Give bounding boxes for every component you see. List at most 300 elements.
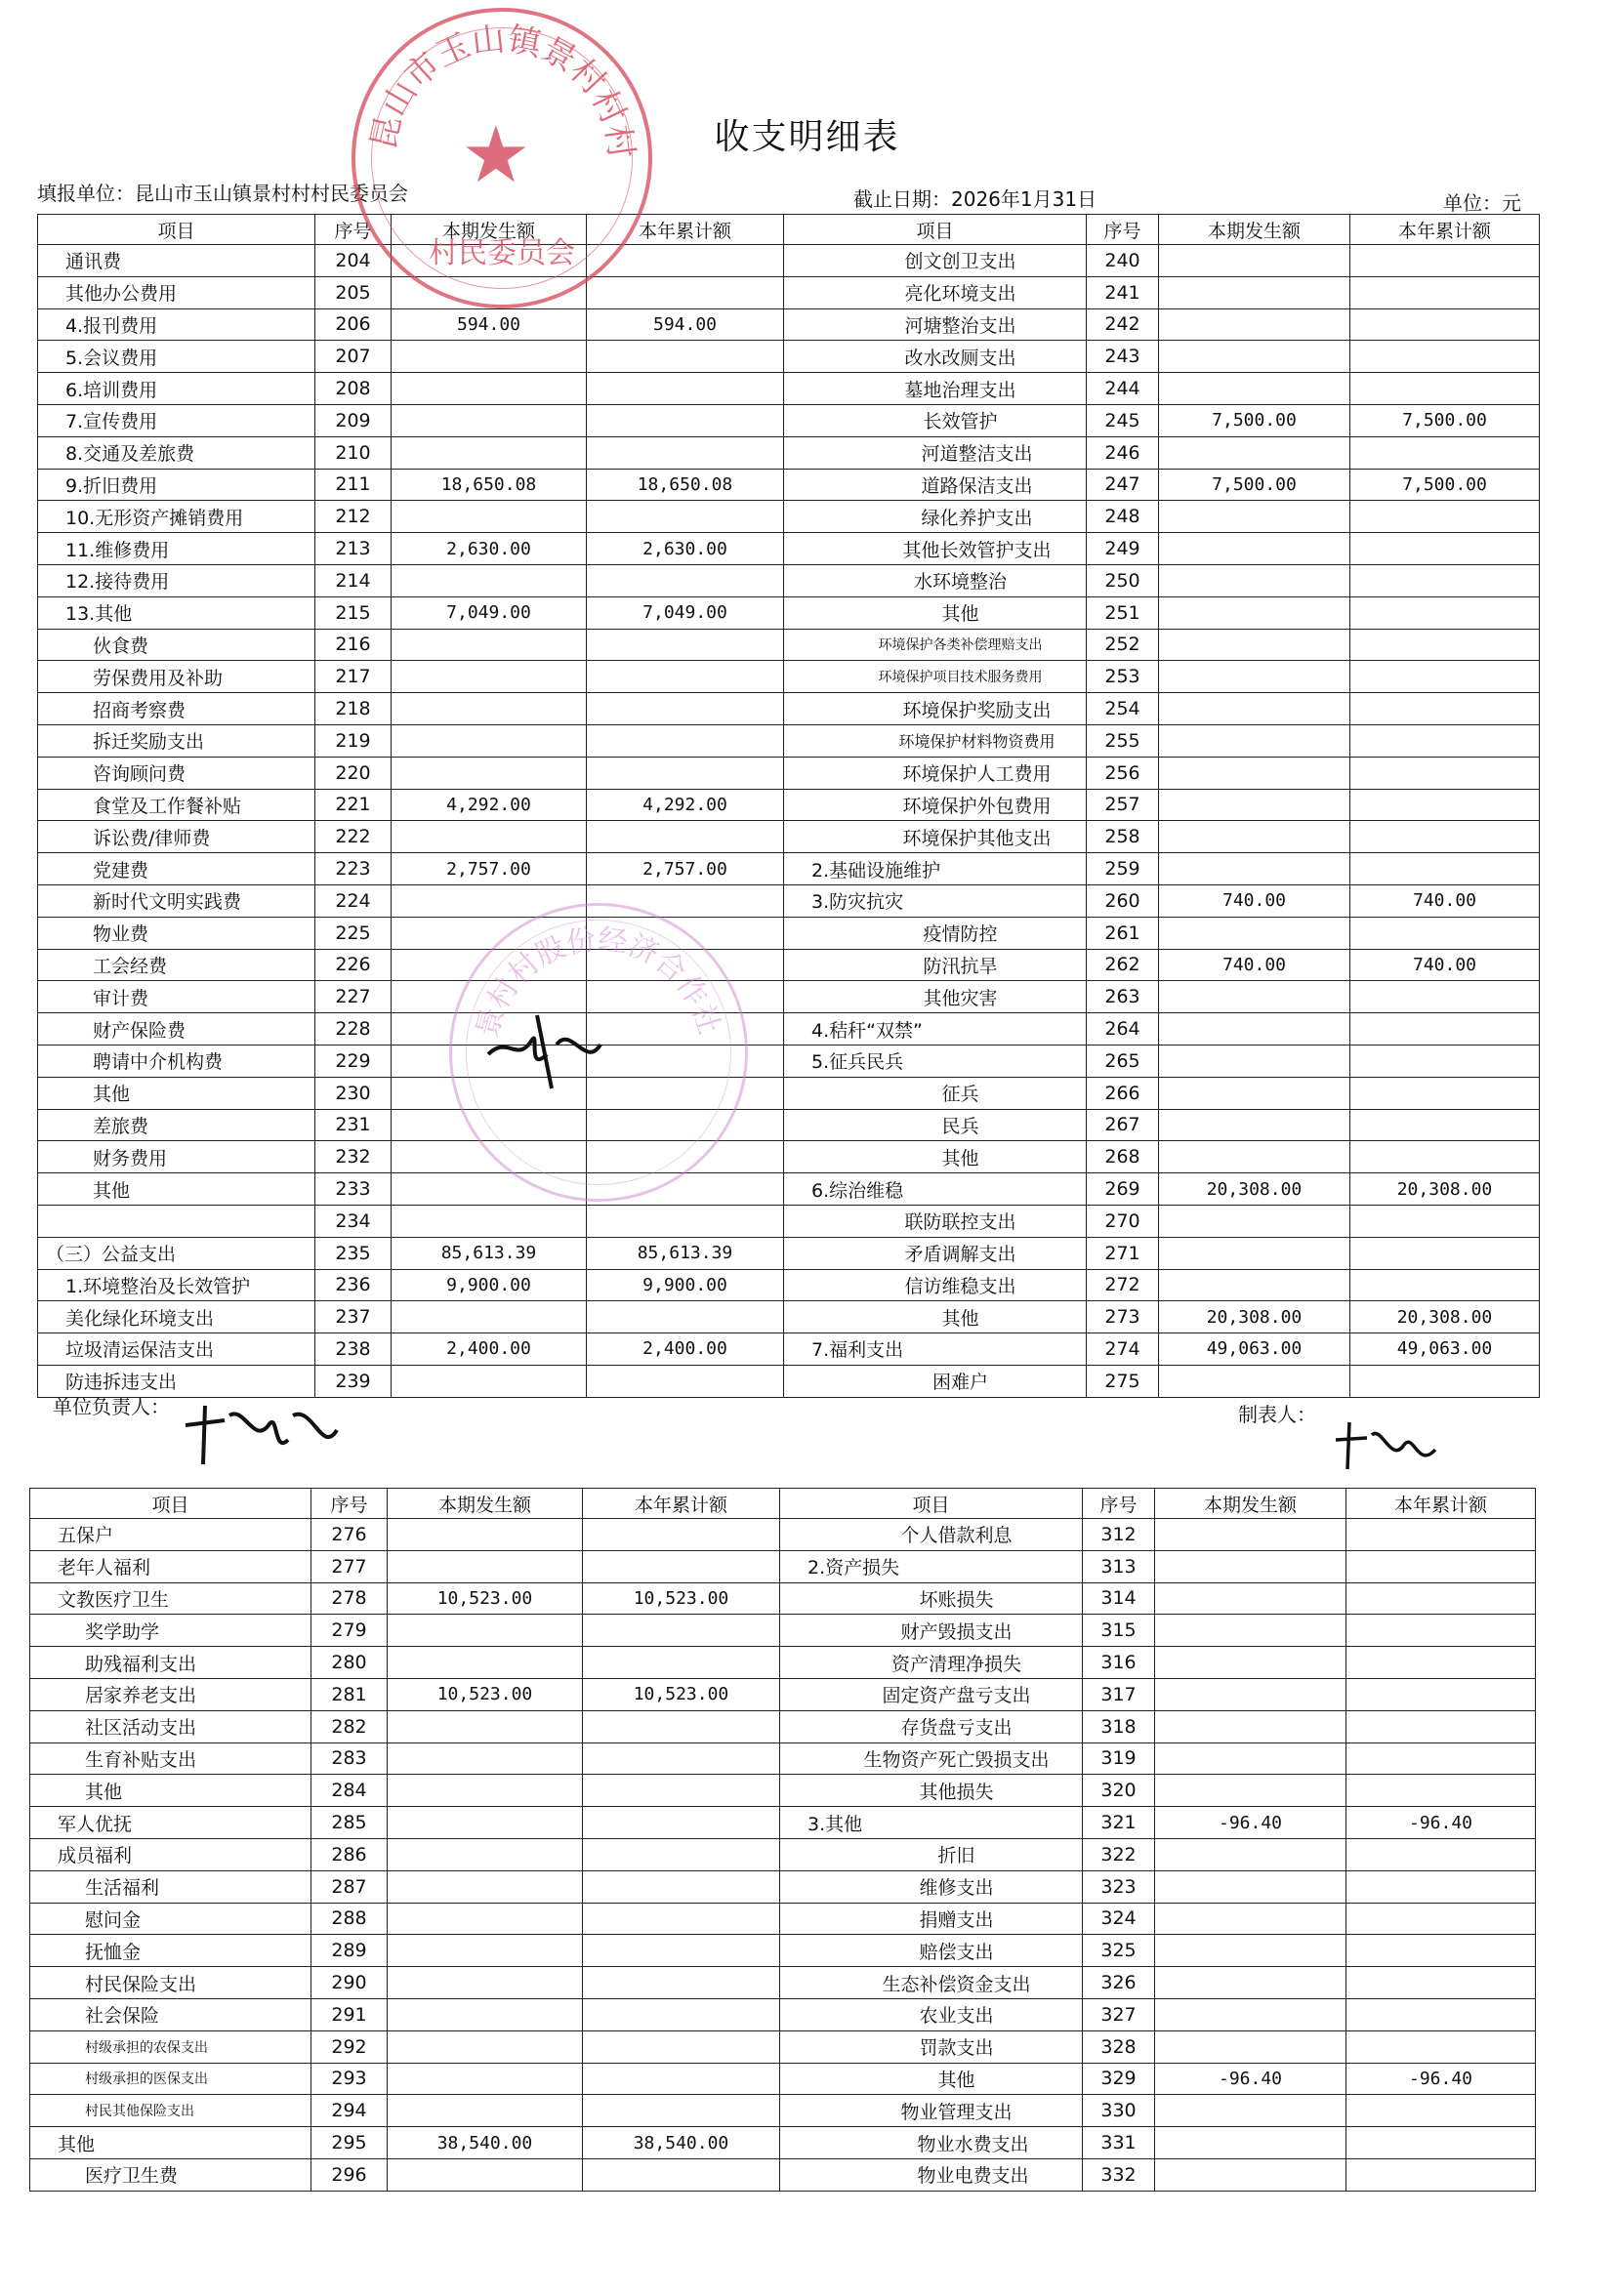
current-period-amount: 85,613.39 (392, 1237, 587, 1269)
year-to-date-amount (587, 981, 784, 1013)
column-header-item: 项目 (30, 1489, 311, 1519)
sequence-cell: 222 (315, 821, 392, 853)
current-period-amount (1155, 2095, 1346, 2127)
current-period-amount (1159, 1045, 1350, 1077)
year-to-date-amount (1350, 1109, 1540, 1141)
item-name-cell: 折旧 (780, 1838, 1083, 1870)
year-to-date-amount (587, 1173, 784, 1206)
sequence-cell: 216 (315, 629, 392, 661)
sequence-cell: 293 (311, 2063, 388, 2095)
table-row (30, 1775, 1536, 1807)
column-header-period: 本期发生额 (1155, 1489, 1346, 1519)
item-name-cell: 生育补贴支出 (30, 1742, 311, 1775)
item-name-cell: 资产清理净损失 (780, 1647, 1083, 1679)
column-header-item: 项目 (780, 1489, 1083, 1519)
item-name-cell: 物业电费支出 (780, 2158, 1083, 2191)
year-to-date-amount (587, 404, 784, 436)
table-row (38, 308, 1540, 341)
current-period-amount (392, 404, 587, 436)
current-period-amount: 740.00 (1159, 884, 1350, 917)
table-row (38, 821, 1540, 853)
year-to-date-amount (583, 2158, 780, 2191)
year-to-date-amount (1350, 564, 1540, 596)
sequence-cell: 220 (315, 757, 392, 789)
current-period-amount (392, 373, 587, 405)
item-name-cell: 道路保洁支出 (784, 469, 1087, 501)
table-row (30, 2158, 1536, 2191)
item-name-cell: 困难户 (784, 1365, 1087, 1397)
current-period-amount (388, 2030, 583, 2063)
table-row (38, 1237, 1540, 1269)
sequence-cell: 253 (1087, 661, 1159, 693)
sequence-cell: 268 (1087, 1141, 1159, 1173)
item-name-cell: 河道整洁支出 (784, 436, 1087, 469)
item-name-cell: 12.接待费用 (38, 564, 315, 596)
sequence-cell: 228 (315, 1013, 392, 1046)
sequence-cell: 227 (315, 981, 392, 1013)
sequence-cell: 325 (1083, 1935, 1155, 1967)
current-period-amount (388, 1998, 583, 2030)
item-name-cell (38, 1205, 315, 1237)
sequence-cell: 221 (315, 789, 392, 821)
table-row (30, 1870, 1536, 1903)
item-name-cell: 2.基础设施维护 (784, 853, 1087, 885)
column-header-period: 本期发生额 (1159, 215, 1350, 245)
current-period-amount (1155, 1550, 1346, 1582)
current-period-amount: 2,400.00 (392, 1333, 587, 1366)
sequence-cell: 271 (1087, 1237, 1159, 1269)
current-period-amount (1159, 757, 1350, 789)
item-name-cell: 生态补偿资金支出 (780, 1967, 1083, 1999)
sequence-cell: 255 (1087, 724, 1159, 757)
year-to-date-amount (587, 724, 784, 757)
sequence-cell: 217 (315, 661, 392, 693)
item-name-cell: 环境保护人工费用 (784, 757, 1087, 789)
handwritten-signature-preparer (1328, 1411, 1445, 1479)
item-name-cell: 物业水费支出 (780, 2127, 1083, 2159)
table-row (38, 949, 1540, 981)
table-row (30, 1838, 1536, 1870)
sequence-cell: 248 (1087, 501, 1159, 533)
column-header-ytd: 本年累计额 (1350, 215, 1540, 245)
current-period-amount: 4,292.00 (392, 789, 587, 821)
year-to-date-amount (583, 1935, 780, 1967)
sequence-cell: 232 (315, 1141, 392, 1173)
year-to-date-amount (1346, 2127, 1536, 2159)
current-period-amount (1155, 1519, 1346, 1551)
item-name-cell: 其他灾害 (784, 981, 1087, 1013)
item-name-cell: 2.资产损失 (780, 1550, 1083, 1582)
sequence-cell: 330 (1083, 2095, 1155, 2127)
item-name-cell: 劳保费用及补助 (38, 661, 315, 693)
sequence-cell: 319 (1083, 1742, 1155, 1775)
year-to-date-amount (587, 564, 784, 596)
item-name-cell: 伙食费 (38, 629, 315, 661)
year-to-date-amount: 18,650.08 (587, 469, 784, 501)
item-name-cell: 审计费 (38, 981, 315, 1013)
sequence-cell: 329 (1083, 2063, 1155, 2095)
table-row (38, 245, 1540, 277)
item-name-cell: 罚款支出 (780, 2030, 1083, 2063)
sequence-cell: 245 (1087, 404, 1159, 436)
current-period-amount (1159, 341, 1350, 373)
current-period-amount (392, 1045, 587, 1077)
current-period-amount (1159, 693, 1350, 725)
current-period-amount (1155, 1870, 1346, 1903)
current-period-amount: 10,523.00 (388, 1582, 583, 1615)
current-period-amount (388, 1838, 583, 1870)
current-period-amount (1159, 436, 1350, 469)
village-committee-seal: ★ 昆山市玉山镇景村村村 村民委员会 (352, 8, 652, 308)
table-row (30, 2063, 1536, 2095)
current-period-amount (388, 1710, 583, 1742)
year-to-date-amount (587, 436, 784, 469)
year-to-date-amount: 2,630.00 (587, 533, 784, 565)
item-name-cell: 环境保护项目技术服务费用 (784, 661, 1087, 693)
year-to-date-amount (1346, 1647, 1536, 1679)
current-period-amount (392, 1141, 587, 1173)
column-header-seq: 序号 (1087, 215, 1159, 245)
reporting-unit: 填报单位：昆山市玉山镇景村村村民委员会 (37, 182, 408, 205)
column-header-ytd: 本年累计额 (583, 1489, 780, 1519)
table-row (30, 1519, 1536, 1551)
cutoff-date: 截止日期：2026年1月31日 (853, 187, 1097, 211)
current-period-amount (392, 917, 587, 949)
current-period-amount (1159, 501, 1350, 533)
year-to-date-amount: 20,308.00 (1350, 1173, 1540, 1206)
current-period-amount (1155, 2127, 1346, 2159)
current-period-amount (1159, 1109, 1350, 1141)
year-to-date-amount (1350, 373, 1540, 405)
year-to-date-amount (1350, 596, 1540, 629)
sequence-cell: 204 (315, 245, 392, 277)
table-row (38, 564, 1540, 596)
year-to-date-amount (587, 1013, 784, 1046)
column-header-ytd: 本年累计额 (587, 215, 784, 245)
sequence-cell: 291 (311, 1998, 388, 2030)
current-period-amount (1159, 1237, 1350, 1269)
current-period-amount: 2,757.00 (392, 853, 587, 885)
item-name-cell: 财务费用 (38, 1141, 315, 1173)
current-period-amount (388, 1903, 583, 1935)
current-period-amount (392, 1301, 587, 1333)
year-to-date-amount: 740.00 (1350, 949, 1540, 981)
sequence-cell: 286 (311, 1838, 388, 1870)
year-to-date-amount (583, 1615, 780, 1647)
current-period-amount (392, 1013, 587, 1046)
sequence-cell: 320 (1083, 1775, 1155, 1807)
sequence-cell: 266 (1087, 1077, 1159, 1109)
current-period-amount (1159, 1205, 1350, 1237)
current-period-amount (392, 245, 587, 277)
year-to-date-amount: 4,292.00 (587, 789, 784, 821)
year-to-date-amount (1346, 1710, 1536, 1742)
item-name-cell: 固定资产盘亏支出 (780, 1678, 1083, 1710)
sequence-cell: 275 (1087, 1365, 1159, 1397)
table-row (30, 1935, 1536, 1967)
table-row (38, 1077, 1540, 1109)
year-to-date-amount (587, 341, 784, 373)
current-period-amount: -96.40 (1155, 2063, 1346, 2095)
sequence-cell: 234 (315, 1205, 392, 1237)
sequence-cell: 312 (1083, 1519, 1155, 1551)
current-period-amount: 38,540.00 (388, 2127, 583, 2159)
current-period-amount (392, 757, 587, 789)
sequence-cell: 282 (311, 1710, 388, 1742)
year-to-date-amount (583, 2063, 780, 2095)
sequence-cell: 278 (311, 1582, 388, 1615)
sequence-cell: 327 (1083, 1998, 1155, 2030)
year-to-date-amount (587, 1109, 784, 1141)
item-name-cell: 其他损失 (780, 1775, 1083, 1807)
current-period-amount (1159, 1269, 1350, 1301)
sequence-cell: 225 (315, 917, 392, 949)
year-to-date-amount (1350, 245, 1540, 277)
current-period-amount (392, 341, 587, 373)
column-header-item: 项目 (38, 215, 315, 245)
item-name-cell: 改水改厕支出 (784, 341, 1087, 373)
preparer-label: 制表人： (1238, 1403, 1316, 1426)
current-period-amount (1159, 1013, 1350, 1046)
sequence-cell: 246 (1087, 436, 1159, 469)
svg-text:景村村股份经济合作社: 景村村股份经济合作社 (470, 922, 726, 1042)
year-to-date-amount (1350, 724, 1540, 757)
sequence-cell: 270 (1087, 1205, 1159, 1237)
sequence-cell: 211 (315, 469, 392, 501)
table-row (38, 1045, 1540, 1077)
sequence-cell: 272 (1087, 1269, 1159, 1301)
item-name-cell: 其他 (38, 1077, 315, 1109)
year-to-date-amount (1350, 917, 1540, 949)
sequence-cell: 332 (1083, 2158, 1155, 2191)
year-to-date-amount (1350, 1013, 1540, 1046)
current-period-amount (388, 1647, 583, 1679)
year-to-date-amount: -96.40 (1346, 2063, 1536, 2095)
year-to-date-amount (583, 1807, 780, 1839)
year-to-date-amount (1346, 2158, 1536, 2191)
year-to-date-amount (1346, 1935, 1536, 1967)
sequence-cell: 284 (311, 1775, 388, 1807)
sequence-cell: 322 (1083, 1838, 1155, 1870)
table-row (38, 1141, 1540, 1173)
year-to-date-amount (1350, 693, 1540, 725)
current-period-amount (1159, 276, 1350, 308)
item-name-cell: 文教医疗卫生 (30, 1582, 311, 1615)
sequence-cell: 237 (315, 1301, 392, 1333)
sequence-cell: 250 (1087, 564, 1159, 596)
table-row (38, 1109, 1540, 1141)
sequence-cell: 281 (311, 1678, 388, 1710)
sequence-cell: 208 (315, 373, 392, 405)
table-row (38, 1013, 1540, 1046)
year-to-date-amount: 49,063.00 (1350, 1333, 1540, 1366)
current-period-amount (388, 1775, 583, 1807)
year-to-date-amount (1346, 1967, 1536, 1999)
item-name-cell: 征兵 (784, 1077, 1087, 1109)
year-to-date-amount (1350, 789, 1540, 821)
current-period-amount (1155, 1582, 1346, 1615)
year-to-date-amount (1350, 853, 1540, 885)
current-period-amount (1159, 853, 1350, 885)
item-name-cell: 医疗卫生费 (30, 2158, 311, 2191)
sequence-cell: 262 (1087, 949, 1159, 981)
item-name-cell: 招商考察费 (38, 693, 315, 725)
table-row (30, 1967, 1536, 1999)
year-to-date-amount (1346, 1550, 1536, 1582)
sequence-cell: 259 (1087, 853, 1159, 885)
item-name-cell: 其他长效管护支出 (784, 533, 1087, 565)
item-name-cell: 3.其他 (780, 1807, 1083, 1839)
item-name-cell: 创文创卫支出 (784, 245, 1087, 277)
table-row (38, 1173, 1540, 1206)
current-period-amount (1159, 724, 1350, 757)
current-period-amount (388, 1935, 583, 1967)
year-to-date-amount (1350, 757, 1540, 789)
current-period-amount (1159, 373, 1350, 405)
table-row (38, 1205, 1540, 1237)
sequence-cell: 314 (1083, 1582, 1155, 1615)
item-name-cell: 垃圾清运保洁支出 (38, 1333, 315, 1366)
table-row (38, 1365, 1540, 1397)
current-period-amount (392, 436, 587, 469)
table-row (30, 1903, 1536, 1935)
year-to-date-amount (1350, 1205, 1540, 1237)
sequence-cell: 210 (315, 436, 392, 469)
item-name-cell: 村级承担的医保支出 (30, 2063, 311, 2095)
sequence-cell: 274 (1087, 1333, 1159, 1366)
item-name-cell: 村民保险支出 (30, 1967, 311, 1999)
sequence-cell: 236 (315, 1269, 392, 1301)
current-period-amount: 9,900.00 (392, 1269, 587, 1301)
year-to-date-amount (1350, 501, 1540, 533)
year-to-date-amount (583, 2095, 780, 2127)
year-to-date-amount (583, 1838, 780, 1870)
year-to-date-amount (1346, 1615, 1536, 1647)
sequence-cell: 256 (1087, 757, 1159, 789)
sequence-cell: 213 (315, 533, 392, 565)
year-to-date-amount (587, 1045, 784, 1077)
sequence-cell: 277 (311, 1550, 388, 1582)
item-name-cell: 咨询顾问费 (38, 757, 315, 789)
item-name-cell: 环境保护外包费用 (784, 789, 1087, 821)
year-to-date-amount (1350, 276, 1540, 308)
item-name-cell: 拆迁奖励支出 (38, 724, 315, 757)
item-name-cell: 诉讼费/律师费 (38, 821, 315, 853)
year-to-date-amount: 2,757.00 (587, 853, 784, 885)
sequence-cell: 229 (315, 1045, 392, 1077)
current-period-amount (1159, 1365, 1350, 1397)
table-row (30, 2127, 1536, 2159)
year-to-date-amount (583, 1550, 780, 1582)
current-period-amount (388, 1807, 583, 1839)
sequence-cell: 323 (1083, 1870, 1155, 1903)
sequence-cell: 247 (1087, 469, 1159, 501)
current-period-amount: 20,308.00 (1159, 1301, 1350, 1333)
year-to-date-amount (587, 1205, 784, 1237)
current-period-amount (1159, 629, 1350, 661)
sequence-cell: 287 (311, 1870, 388, 1903)
current-period-amount (1155, 1935, 1346, 1967)
item-name-cell: 7.福利支出 (784, 1333, 1087, 1366)
sequence-cell: 219 (315, 724, 392, 757)
item-name-cell: 5.会议费用 (38, 341, 315, 373)
item-name-cell: 食堂及工作餐补贴 (38, 789, 315, 821)
year-to-date-amount (587, 949, 784, 981)
item-name-cell: 慰问金 (30, 1903, 311, 1935)
sequence-cell: 313 (1083, 1550, 1155, 1582)
column-header-seq: 序号 (311, 1489, 388, 1519)
item-name-cell: 其他 (784, 1141, 1087, 1173)
table-row (38, 693, 1540, 725)
sequence-cell: 328 (1083, 2030, 1155, 2063)
sequence-cell: 258 (1087, 821, 1159, 853)
sequence-cell: 279 (311, 1615, 388, 1647)
year-to-date-amount (587, 501, 784, 533)
table-row (30, 1710, 1536, 1742)
current-period-amount (392, 693, 587, 725)
item-name-cell: 水环境整治 (784, 564, 1087, 596)
table-row (38, 596, 1540, 629)
column-header-period: 本期发生额 (392, 215, 587, 245)
item-name-cell: 财产毁损支出 (780, 1615, 1083, 1647)
item-name-cell: 8.交通及差旅费 (38, 436, 315, 469)
current-period-amount (388, 1967, 583, 1999)
table-row (38, 1269, 1540, 1301)
item-name-cell: 物业费 (38, 917, 315, 949)
year-to-date-amount (1350, 1045, 1540, 1077)
current-period-amount (1155, 1742, 1346, 1775)
current-period-amount (392, 981, 587, 1013)
current-period-amount: 7,049.00 (392, 596, 587, 629)
item-name-cell: 成员福利 (30, 1838, 311, 1870)
sequence-cell: 254 (1087, 693, 1159, 725)
item-name-cell: 老年人福利 (30, 1550, 311, 1582)
sequence-cell: 218 (315, 693, 392, 725)
year-to-date-amount (1346, 1678, 1536, 1710)
unit-leader-label: 单位负责人： (53, 1395, 170, 1418)
item-name-cell: 其他 (38, 1173, 315, 1206)
year-to-date-amount: 7,500.00 (1350, 404, 1540, 436)
sequence-cell: 331 (1083, 2127, 1155, 2159)
item-name-cell: 存货盘亏支出 (780, 1710, 1083, 1742)
current-period-amount (392, 661, 587, 693)
sequence-cell: 214 (315, 564, 392, 596)
item-name-cell: 11.维修费用 (38, 533, 315, 565)
current-period-amount (1159, 308, 1350, 341)
year-to-date-amount (1346, 1582, 1536, 1615)
table-row (38, 757, 1540, 789)
item-name-cell: 党建费 (38, 853, 315, 885)
sequence-cell: 292 (311, 2030, 388, 2063)
table-row (30, 1678, 1536, 1710)
sequence-cell: 288 (311, 1903, 388, 1935)
item-name-cell: 信访维稳支出 (784, 1269, 1087, 1301)
sequence-cell: 240 (1087, 245, 1159, 277)
year-to-date-amount (1350, 981, 1540, 1013)
sequence-cell: 289 (311, 1935, 388, 1967)
sequence-cell: 283 (311, 1742, 388, 1775)
sequence-cell: 252 (1087, 629, 1159, 661)
current-period-amount: 49,063.00 (1159, 1333, 1350, 1366)
current-period-amount: 18,650.08 (392, 469, 587, 501)
table-row (38, 469, 1540, 501)
year-to-date-amount: 20,308.00 (1350, 1301, 1540, 1333)
table-row (30, 1550, 1536, 1582)
current-period-amount (1155, 1998, 1346, 2030)
item-name-cell: 环境保护其他支出 (784, 821, 1087, 853)
current-period-amount (1159, 1077, 1350, 1109)
year-to-date-amount: 7,500.00 (1350, 469, 1540, 501)
